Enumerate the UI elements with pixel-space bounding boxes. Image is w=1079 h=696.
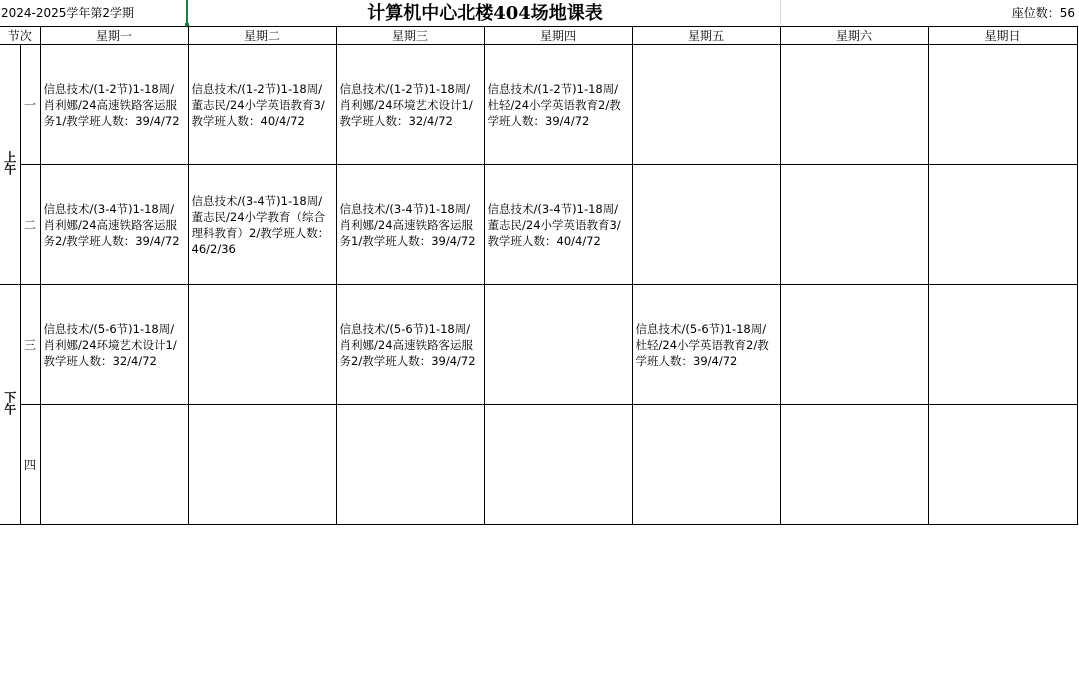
schedule-cell[interactable] [336, 405, 484, 525]
schedule-cell[interactable] [928, 285, 1077, 405]
schedule-cell[interactable] [780, 285, 928, 405]
table-row [0, 165, 1077, 285]
page-title: 计算机中心北楼404场地课表 [367, 3, 603, 24]
schedule-cell[interactable]: 信息技术/(3-4节)1-18周/肖利娜/24高速铁路客运服务1/教学班人数：39/4/72 [336, 165, 484, 285]
schedule-cell[interactable] [632, 405, 780, 525]
schedule-cell[interactable] [188, 405, 336, 525]
seat-count-value: 56 [1059, 6, 1075, 20]
schedule-cell[interactable]: 信息技术/(3-4节)1-18周/肖利娜/24高速铁路客运服务2/教学班人数：39/4/72 [40, 165, 188, 285]
period-morning: 上午 [0, 45, 20, 285]
table-row [0, 285, 1077, 405]
schedule-cell[interactable] [484, 285, 632, 405]
schedule-cell[interactable] [40, 405, 188, 525]
day-header-wed: 星期三 [336, 27, 484, 45]
day-header-mon: 星期一 [40, 27, 188, 45]
slot-label: 一 [20, 45, 40, 165]
header-row [0, 27, 1077, 45]
table-row [0, 45, 1077, 165]
schedule-cell[interactable]: 信息技术/(3-4节)1-18周/董志民/24小学教育（综合理科教育）2/教学班人数：46/2/36 [188, 165, 336, 285]
slot-label: 二 [20, 165, 40, 285]
schedule-cell[interactable] [632, 165, 780, 285]
gridline-divider [780, 0, 781, 26]
schedule-cell[interactable] [484, 405, 632, 525]
day-header-thu: 星期四 [484, 27, 632, 45]
schedule-cell[interactable] [632, 45, 780, 165]
slot-label: 三 [20, 285, 40, 405]
schedule-cell[interactable]: 信息技术/(5-6节)1-18周/肖利娜/24高速铁路客运服务2/教学班人数：39/4/72 [336, 285, 484, 405]
table-row [0, 405, 1077, 525]
day-header-sat: 星期六 [780, 27, 928, 45]
schedule-table [0, 26, 1078, 525]
corner-header: 节次 [0, 27, 40, 45]
schedule-cell[interactable] [188, 285, 336, 405]
seat-count-label: 座位数： [1011, 6, 1060, 20]
slot-label: 四 [20, 405, 40, 525]
schedule-cell[interactable] [780, 165, 928, 285]
schedule-cell[interactable]: 信息技术/(1-2节)1-18周/董志民/24小学英语教育3/教学班人数：40/4/72 [188, 45, 336, 165]
schedule-cell[interactable]: 信息技术/(1-2节)1-18周/杜轻/24小学英语教育2/教学班人数：39/4/72 [484, 45, 632, 165]
schedule-cell[interactable]: 信息技术/(1-2节)1-18周/肖利娜/24高速铁路客运服务1/教学班人数：39/4/72 [40, 45, 188, 165]
schedule-cell[interactable]: 信息技术/(3-4节)1-18周/董志民/24小学英语教育3/教学班人数：40/4/72 [484, 165, 632, 285]
seat-count [1012, 0, 1075, 26]
day-header-sun: 星期日 [928, 27, 1077, 45]
schedule-cell[interactable] [780, 405, 928, 525]
term-label: 2024-2025学年第2学期 [1, 6, 135, 20]
schedule-cell[interactable] [928, 165, 1077, 285]
schedule-cell[interactable]: 信息技术/(5-6节)1-18周/杜轻/24小学英语教育2/教学班人数：39/4/72 [632, 285, 780, 405]
schedule-cell[interactable]: 信息技术/(1-2节)1-18周/肖利娜/24环境艺术设计1/教学班人数：32/4/72 [336, 45, 484, 165]
schedule-cell[interactable] [928, 45, 1077, 165]
schedule-cell[interactable] [928, 405, 1077, 525]
schedule-cell[interactable] [780, 45, 928, 165]
day-header-tue: 星期二 [188, 27, 336, 45]
day-header-fri: 星期五 [632, 27, 780, 45]
period-afternoon: 下午 [0, 285, 20, 525]
schedule-cell[interactable]: 信息技术/(5-6节)1-18周/肖利娜/24环境艺术设计1/教学班人数：32/4/72 [40, 285, 188, 405]
